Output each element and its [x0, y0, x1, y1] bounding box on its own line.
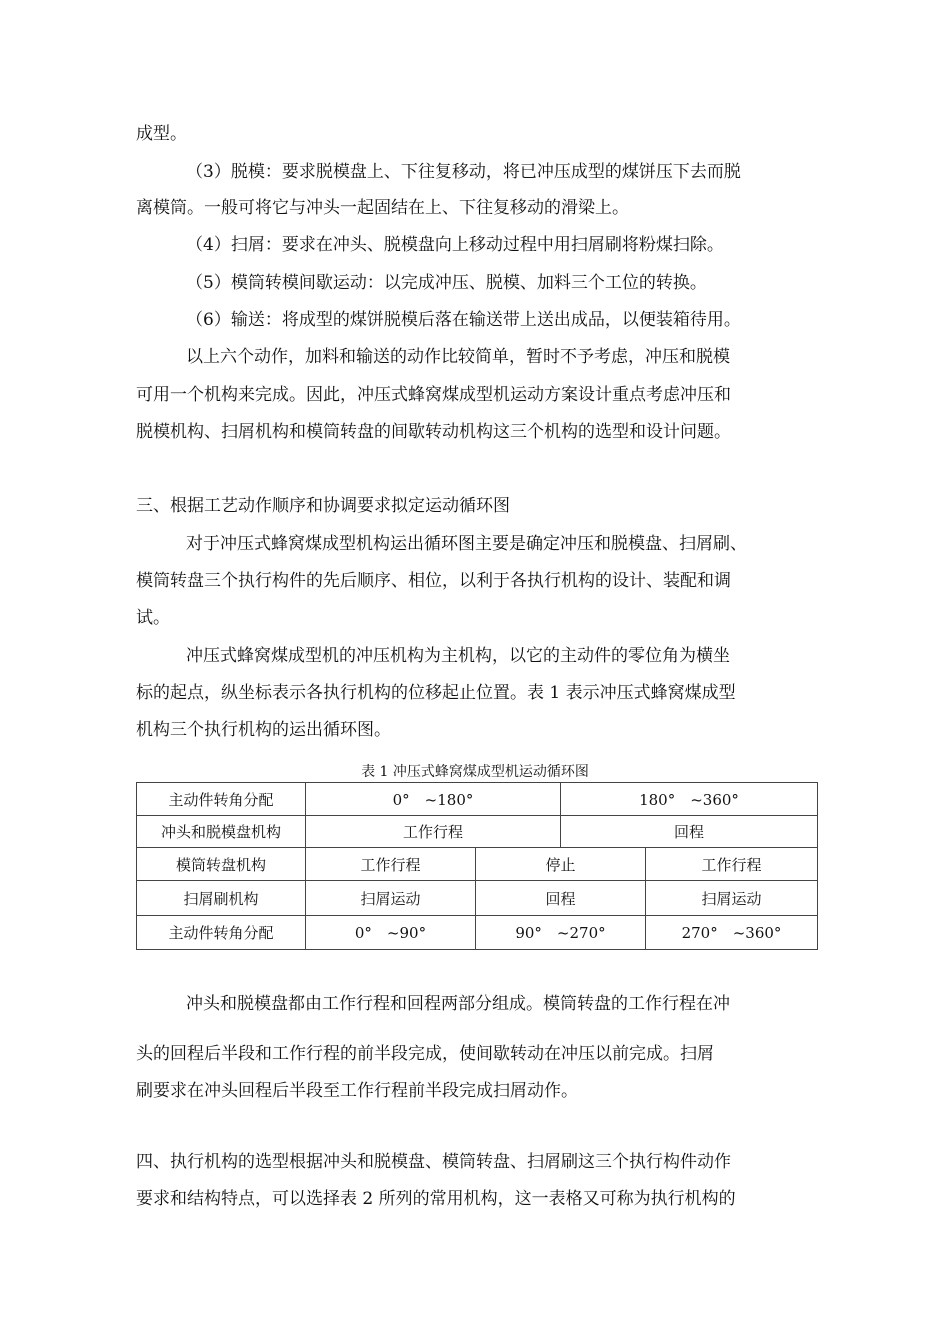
- table-cell: 扫屑刷机构: [137, 881, 306, 916]
- table-cell: 模筒转盘机构: [137, 848, 306, 881]
- table-row: [137, 881, 818, 916]
- paragraph-line: （4）扫屑：要求在冲头、脱模盘向上移动过程中用扫屑刷将粉煤扫除。: [186, 235, 724, 255]
- table-cell: 回程: [476, 881, 646, 916]
- section-heading: 三、根据工艺动作顺序和协调要求拟定运动循环图: [136, 496, 510, 516]
- table-cell: 90° ~270°: [476, 916, 646, 950]
- table-row: [137, 848, 818, 881]
- table-cell: 工作行程: [646, 848, 818, 881]
- table-cell: 主动件转角分配: [137, 916, 306, 950]
- paragraph-line: 离模筒。一般可将它与冲头一起固结在上、下往复移动的滑梁上。: [136, 198, 629, 218]
- table-cell: 0° ~90°: [306, 916, 476, 950]
- table-cell: 180° ~360°: [561, 783, 818, 816]
- paragraph-line: 机构三个执行机构的运出循环图。: [136, 720, 391, 740]
- section-heading: 四、执行机构的选型根据冲头和脱模盘、模筒转盘、扫屑刷这三个执行构件动作: [136, 1152, 731, 1172]
- paragraph-line: 对于冲压式蜂窝煤成型机构运出循环图主要是确定冲压和脱模盘、扫屑刷、: [186, 534, 747, 554]
- table-cell: 工作行程: [306, 816, 561, 848]
- table-cell: 扫屑运动: [646, 881, 818, 916]
- table-row: [137, 783, 818, 816]
- table-row: [137, 816, 818, 848]
- table-cell: 工作行程: [306, 848, 476, 881]
- paragraph-line: 以上六个动作，加料和输送的动作比较简单，暂时不予考虑，冲压和脱模: [186, 347, 730, 367]
- table-cell: 主动件转角分配: [137, 783, 306, 816]
- paragraph-line: （3）脱模：要求脱模盘上、下往复移动，将已冲压成型的煤饼压下去而脱: [186, 162, 741, 182]
- paragraph-line: 试。: [136, 608, 170, 628]
- paragraph-line: 冲压式蜂窝煤成型机的冲压机构为主机构，以它的主动件的零位角为横坐: [186, 646, 730, 666]
- table-cell: 停止: [476, 848, 646, 881]
- table-cell: 270° ~360°: [646, 916, 818, 950]
- paragraph-line: 刷要求在冲头回程后半段至工作行程前半段完成扫屑动作。: [136, 1081, 578, 1101]
- paragraph-line: 要求和结构特点，可以选择表 2 所列的常用机构，这一表格又可称为执行机构的: [136, 1189, 736, 1209]
- table-cell: 回程: [561, 816, 818, 848]
- paragraph-line: （6）输送：将成型的煤饼脱模后落在输送带上送出成品，以便装箱待用。: [186, 310, 741, 330]
- paragraph-line: 头的回程后半段和工作行程的前半段完成，使间歇转动在冲压以前完成。扫屑: [136, 1044, 714, 1064]
- paragraph-line: 可用一个机构来完成。因此，冲压式蜂窝煤成型机运动方案设计重点考虑冲压和: [136, 385, 731, 405]
- paragraph-line: 冲头和脱模盘都由工作行程和回程两部分组成。模筒转盘的工作行程在冲: [186, 994, 730, 1014]
- table-caption: 表 1 冲压式蜂窝煤成型机运动循环图: [361, 764, 589, 780]
- paragraph-line: （5）模筒转模间歇运动：以完成冲压、脱模、加料三个工位的转换。: [186, 273, 707, 293]
- paragraph-line: 成型。: [136, 124, 187, 144]
- paragraph-line: 模筒转盘三个执行构件的先后顺序、相位，以利于各执行机构的设计、装配和调: [136, 571, 731, 591]
- paragraph-line: 标的起点，纵坐标表示各执行机构的位移起止位置。表 1 表示冲压式蜂窝煤成型: [136, 683, 736, 703]
- table-cell: 扫屑运动: [306, 881, 476, 916]
- paragraph-line: 脱模机构、扫屑机构和模筒转盘的间歇转动机构这三个机构的选型和设计问题。: [136, 422, 731, 442]
- table-cell: 0° ~180°: [306, 783, 561, 816]
- table-row: [137, 916, 818, 950]
- motion-cycle-table: [136, 782, 818, 950]
- table-cell: 冲头和脱模盘机构: [137, 816, 306, 848]
